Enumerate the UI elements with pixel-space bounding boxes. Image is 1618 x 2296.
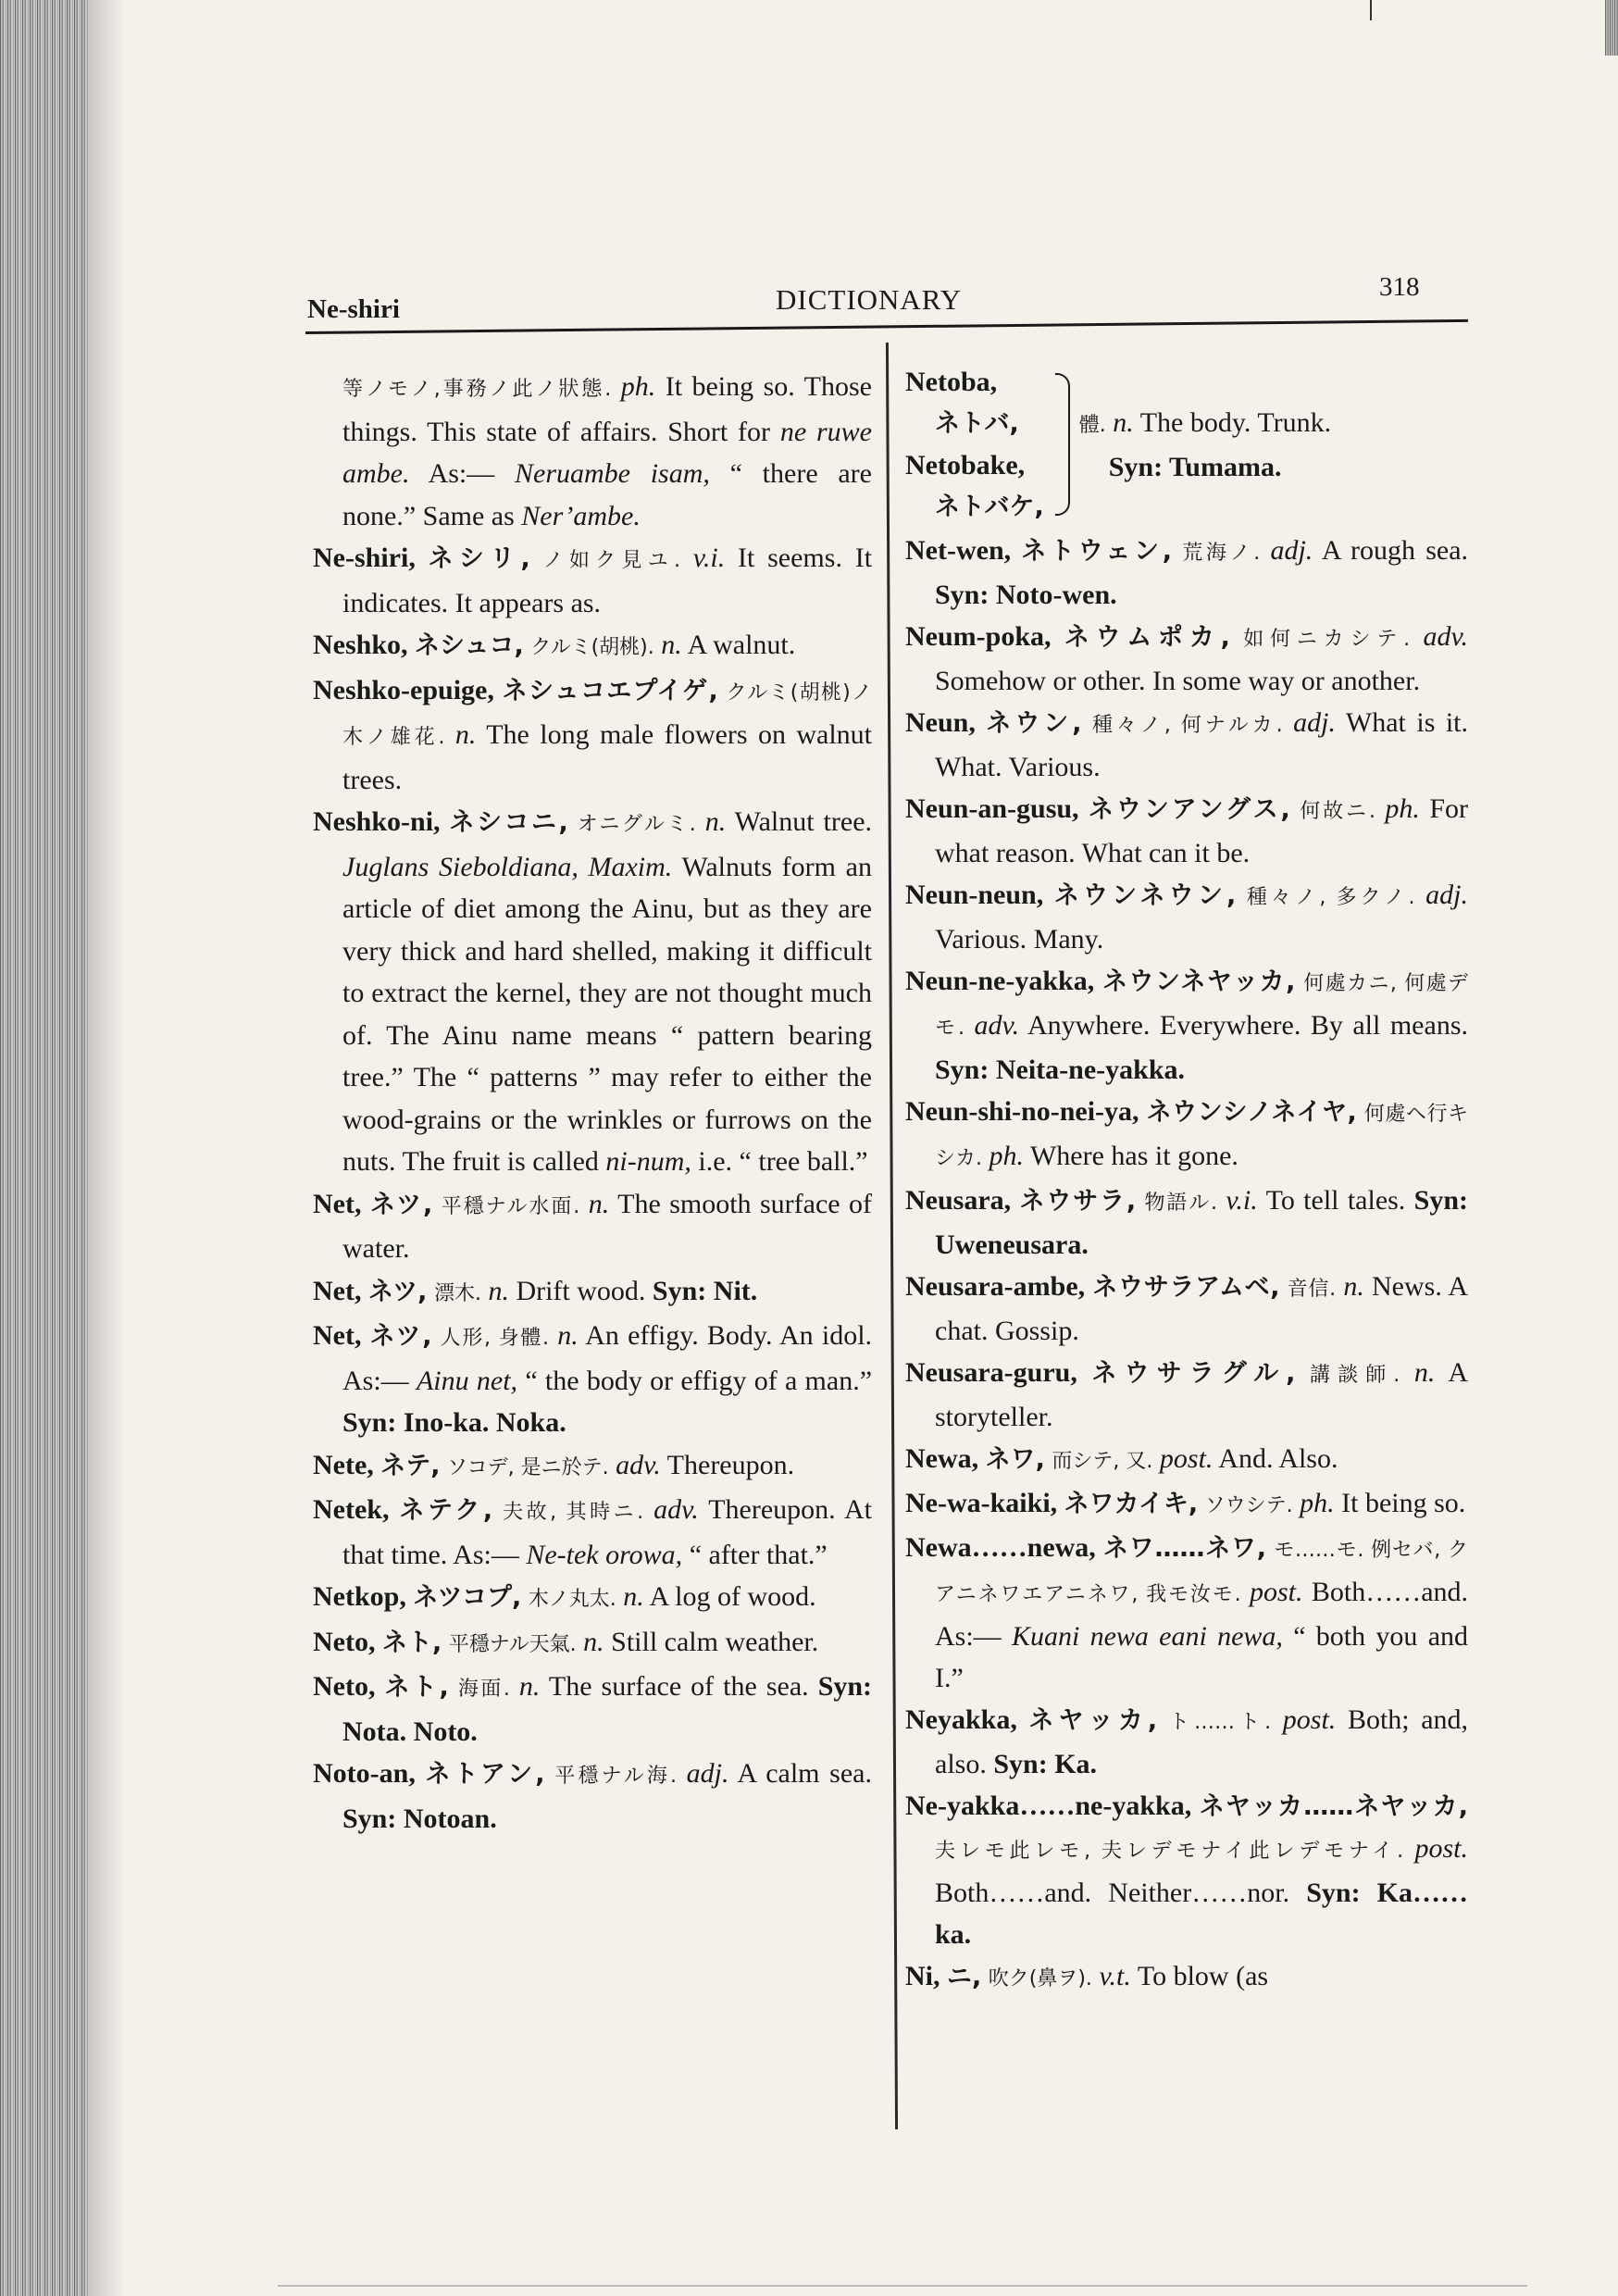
definition: Both……and. As:— bbox=[935, 1577, 1469, 1652]
scan-bottom-edge bbox=[278, 2285, 1527, 2287]
headword-kana: ネツ, bbox=[369, 1322, 432, 1351]
definition: A storyteller. bbox=[935, 1357, 1468, 1432]
kanji-gloss: 種々ノ, 多クノ. bbox=[1246, 886, 1415, 909]
headword: Newa……newa, bbox=[905, 1532, 1096, 1563]
headword: Net, bbox=[313, 1275, 362, 1306]
definition: Both……and. Neither……nor. bbox=[935, 1878, 1290, 1908]
headword-kana: ネウン, bbox=[986, 709, 1082, 738]
example: ne ruwe ambe. bbox=[342, 416, 872, 489]
headword-kana: ネシコニ, bbox=[449, 808, 568, 837]
headword-kana: ネトウェン, bbox=[1021, 537, 1172, 566]
example: Neruambe isam, bbox=[515, 458, 710, 489]
bracket-headwords bbox=[905, 361, 1044, 528]
dictionary-entry bbox=[905, 1438, 1468, 1482]
kanji-gloss: 何處カニ, 何處デモ. bbox=[935, 972, 1469, 1040]
dictionary-entry bbox=[313, 669, 872, 802]
definition: i.e. “ tree ball.” bbox=[698, 1146, 868, 1177]
book-binding-edge bbox=[0, 0, 88, 2296]
headword-kana: ネト, bbox=[381, 1628, 442, 1657]
synonym: Syn: Noto-wen. bbox=[935, 580, 1117, 610]
kanji-gloss: 夫故, 其時ニ. bbox=[503, 1501, 644, 1524]
definition: It seems. It indicates. It appears as. bbox=[342, 543, 873, 618]
dictionary-entry bbox=[313, 1444, 872, 1490]
headword-kana: ネトバ, bbox=[935, 409, 1019, 438]
definition: Both; and, also. bbox=[935, 1704, 1469, 1779]
dictionary-entry bbox=[313, 1753, 872, 1840]
definition: A log of wood. bbox=[649, 1581, 816, 1612]
dictionary-entry bbox=[905, 1179, 1468, 1266]
definition: A walnut. bbox=[687, 630, 796, 660]
synonym: Syn: Nit. bbox=[652, 1275, 758, 1306]
definition: “ there are none.” Same as bbox=[342, 458, 872, 531]
kanji-gloss: 如何ニカシテ. bbox=[1243, 628, 1411, 651]
part-of-speech: n. bbox=[704, 806, 727, 837]
definition: Various. Many. bbox=[935, 924, 1104, 955]
definition: The smooth surface of water. bbox=[342, 1188, 873, 1264]
synonym: Syn: Notoan. bbox=[342, 1803, 497, 1834]
headword-kana: ネウンネヤッカ, bbox=[1102, 967, 1296, 996]
part-of-speech: adj. bbox=[1425, 880, 1469, 910]
entry-continuation bbox=[313, 366, 872, 537]
definition: Drift wood. bbox=[516, 1275, 646, 1306]
headword: Ne-shiri, bbox=[313, 543, 416, 573]
definition: The body. Trunk. bbox=[1139, 406, 1332, 438]
kanji-gloss: 音信. bbox=[1287, 1278, 1337, 1301]
part-of-speech: ph. bbox=[989, 1141, 1024, 1171]
definition: “ both you and I.” bbox=[935, 1621, 1469, 1693]
headword: Netkop, bbox=[313, 1581, 406, 1612]
example: Ainu net, bbox=[416, 1365, 518, 1396]
headword: Neshko-epuige, bbox=[313, 674, 494, 705]
kanji-gloss: 平穩ナル水面. bbox=[441, 1194, 580, 1218]
dictionary-entry bbox=[905, 788, 1468, 874]
dictionary-entry bbox=[905, 1266, 1468, 1352]
kanji-gloss: 何故ニ. bbox=[1300, 800, 1375, 823]
headword-kana: ネシュコエプイゲ, bbox=[502, 676, 718, 705]
headword: Neum-poka, bbox=[905, 621, 1052, 652]
example: Kuani newa eani newa, bbox=[1011, 1621, 1283, 1652]
headword-kana: ネウサラアムベ, bbox=[1092, 1273, 1280, 1302]
headword: Neun-neun, bbox=[905, 880, 1044, 910]
part-of-speech: adj. bbox=[1270, 535, 1313, 566]
part-of-speech: adv. bbox=[1423, 621, 1469, 652]
part-of-speech: n. bbox=[518, 1671, 541, 1702]
synonym: Syn: Neita-ne-yakka. bbox=[935, 1054, 1186, 1085]
example: Juglans Sieboldiana, Maxim. bbox=[342, 851, 673, 882]
brace-mark bbox=[1055, 373, 1070, 516]
kanji-gloss: 而シテ, 又. bbox=[1052, 1450, 1153, 1473]
headword: Neusara-ambe, bbox=[905, 1271, 1086, 1302]
kanji-gloss: 木ノ丸太. bbox=[528, 1588, 616, 1611]
dictionary-entry bbox=[313, 1621, 872, 1666]
kanji-gloss: オニグルミ. bbox=[577, 813, 696, 836]
headword: Netoba, bbox=[905, 367, 998, 397]
headword: Ne-wa-kaiki, bbox=[905, 1488, 1058, 1518]
definition: News. A chat. Gossip. bbox=[935, 1271, 1469, 1346]
headword-kana: ネウンシノネイヤ, bbox=[1146, 1098, 1357, 1127]
headword: Newa, bbox=[905, 1443, 979, 1474]
headword-kana: ネテク, bbox=[399, 1496, 493, 1525]
headword: Neto, bbox=[313, 1671, 376, 1702]
dictionary-entry bbox=[905, 1482, 1468, 1527]
dictionary-entry bbox=[905, 1352, 1468, 1438]
headword-kana: ネウサラグル, bbox=[1091, 1359, 1296, 1388]
part-of-speech: ph. bbox=[620, 371, 656, 402]
dictionary-entry bbox=[313, 1270, 872, 1316]
dictionary-entry bbox=[905, 960, 1468, 1091]
synonym: Syn: Tumama. bbox=[1108, 451, 1282, 482]
headword-kana: ネヤッカ……ネヤッカ, bbox=[1199, 1792, 1468, 1821]
headword: Net, bbox=[313, 1320, 362, 1351]
part-of-speech: n. bbox=[454, 719, 477, 750]
headword: Netek, bbox=[313, 1494, 390, 1525]
dictionary-entry bbox=[905, 1527, 1468, 1699]
kanji-gloss: ト……ト. bbox=[1168, 1711, 1272, 1734]
kanji-gloss: 物語ル. bbox=[1144, 1192, 1217, 1215]
kanji-gloss: 種々ノ, 何ナルカ. bbox=[1092, 714, 1283, 737]
headword: Net-wen, bbox=[905, 535, 1012, 566]
part-of-speech: n. bbox=[1113, 406, 1134, 438]
part-of-speech: n. bbox=[557, 1320, 579, 1351]
headword: Nete, bbox=[313, 1449, 374, 1480]
headword: Noto-an, bbox=[313, 1758, 416, 1789]
headword: Neshko-ni, bbox=[313, 806, 441, 837]
definition: And. Also. bbox=[1218, 1443, 1338, 1474]
dictionary-entry bbox=[313, 537, 872, 624]
headword-kana: ネツ, bbox=[367, 1277, 428, 1306]
kanji-gloss: 體. bbox=[1078, 413, 1106, 437]
example: Ne-tek orowa, bbox=[526, 1539, 683, 1570]
kanji-gloss: 夫レモ此レモ, 夫レデモナイ此レデモナイ. bbox=[935, 1840, 1404, 1863]
running-head-left: Ne-shiri bbox=[307, 294, 400, 324]
headword-kana: ネワ, bbox=[985, 1445, 1045, 1474]
part-of-speech: n. bbox=[1343, 1271, 1364, 1302]
left-column bbox=[313, 366, 872, 1840]
definition: For what reason. What can it be. bbox=[935, 793, 1469, 868]
headword-kana: ネシュコ, bbox=[415, 631, 524, 660]
kanji-gloss: 海面. bbox=[457, 1678, 510, 1701]
headword-kana: ネトバケ, bbox=[935, 493, 1044, 521]
part-of-speech: v.i. bbox=[1226, 1185, 1258, 1216]
definition: Thereupon. At that time. As:— bbox=[342, 1494, 873, 1570]
definition: Where has it gone. bbox=[1029, 1141, 1238, 1171]
definition: Walnut tree. bbox=[734, 806, 873, 837]
part-of-speech: n. bbox=[488, 1275, 509, 1306]
definition: It being so. Those things. This state of affairs. Short for bbox=[342, 371, 872, 447]
synonym: Syn: Ka……ka. bbox=[935, 1878, 1469, 1950]
part-of-speech: n. bbox=[583, 1626, 604, 1657]
definition: A rough sea. bbox=[1321, 535, 1469, 566]
headword: Netobake, bbox=[905, 450, 1026, 480]
part-of-speech: ph. bbox=[1385, 793, 1420, 824]
kanji-gloss: 吹ク(鼻ヲ). bbox=[988, 1967, 1092, 1990]
dictionary-entry bbox=[905, 702, 1468, 788]
part-of-speech: adv. bbox=[974, 1010, 1020, 1041]
kanji-gloss: ソコデ, 是ニ於テ. bbox=[447, 1455, 609, 1479]
kanji-gloss: ノ如ク見ユ. bbox=[542, 549, 680, 572]
definition: To blow (as bbox=[1137, 1961, 1269, 1991]
scan-edge-mark bbox=[1605, 0, 1618, 56]
synonym: Syn: Ka. bbox=[993, 1749, 1098, 1779]
dictionary-entry bbox=[905, 1091, 1468, 1179]
definition: Thereupon. bbox=[666, 1449, 795, 1480]
kanji-gloss: モ……モ. 例セバ, クアニネワエアニネワ, 我モ汝モ. bbox=[935, 1539, 1468, 1606]
dictionary-entry bbox=[905, 1699, 1468, 1785]
part-of-speech: n. bbox=[1413, 1357, 1436, 1388]
part-of-speech: post. bbox=[1159, 1443, 1214, 1474]
headword: Neun-an-gusu, bbox=[905, 793, 1079, 824]
headword-kana: ネツコプ, bbox=[413, 1583, 522, 1612]
bracket-definition bbox=[1079, 402, 1331, 488]
headword-kana: ネウサラ, bbox=[1019, 1187, 1137, 1216]
dictionary-entry bbox=[313, 1489, 872, 1576]
headword-kana: ネトアン, bbox=[425, 1760, 545, 1789]
column-divider bbox=[886, 343, 898, 2129]
definition: Anywhere. Everywhere. By all means. bbox=[1027, 1010, 1468, 1041]
definition: An effigy. Body. An idol. As:— bbox=[342, 1320, 873, 1396]
dictionary-entry bbox=[905, 1955, 1468, 2000]
kanji-gloss: 人形, 身體. bbox=[440, 1327, 550, 1350]
definition: “ the body or effigy of a man.” bbox=[525, 1365, 873, 1396]
definition: A calm sea. bbox=[737, 1758, 872, 1789]
headword: Neun-shi-no-nei-ya, bbox=[905, 1096, 1139, 1127]
part-of-speech: adj. bbox=[1293, 707, 1336, 738]
definition: Walnuts form an article of diet among the Ainu, but as they are very thick and hard shelled, making it difficult to extract the kernel, they are not thought much of. The Ainu name means “ pattern bearing tree.” The “ patterns ” may refer to either the wood-grains or the wrinkles or furrows on the nuts. The fruit is called bbox=[342, 851, 872, 1177]
part-of-speech: adv. bbox=[653, 1494, 699, 1525]
dictionary-entry bbox=[905, 530, 1468, 616]
kanji-gloss: ソウシテ. bbox=[1204, 1494, 1293, 1517]
scan-tick-mark bbox=[1370, 0, 1372, 20]
headword: Ne-yakka……ne-yakka, bbox=[905, 1791, 1192, 1821]
part-of-speech: ph. bbox=[1300, 1488, 1335, 1518]
synonym: Syn: Uweneusara. bbox=[935, 1185, 1469, 1260]
definition: Somehow or other. In some way or another. bbox=[935, 666, 1421, 696]
kanji-gloss: クルミ(胡桃)ノ木ノ雄花. bbox=[342, 680, 873, 749]
running-head-title: DICTIONARY bbox=[776, 283, 963, 316]
headword: Net, bbox=[313, 1188, 362, 1219]
bracket-entry-netoba bbox=[905, 361, 1468, 528]
kanji-gloss: 平穩ナル海. bbox=[554, 1765, 677, 1788]
part-of-speech: n. bbox=[661, 630, 682, 660]
headword-kana: ネツ, bbox=[369, 1190, 433, 1219]
definition: “ after that.” bbox=[689, 1539, 828, 1570]
headword-kana: ネト, bbox=[384, 1673, 449, 1702]
kanji-gloss: 平穩ナル天氣. bbox=[448, 1632, 577, 1656]
part-of-speech: post. bbox=[1414, 1833, 1468, 1864]
headword: Neun-ne-yakka, bbox=[905, 966, 1095, 996]
example: ni-num, bbox=[605, 1146, 691, 1177]
kanji-gloss: クルミ(胡桃). bbox=[530, 636, 654, 659]
binding-shadow bbox=[88, 0, 125, 2296]
part-of-speech: adj. bbox=[686, 1758, 729, 1789]
example: Ner’ambe. bbox=[521, 500, 641, 531]
synonym: Syn: Nota. Noto. bbox=[342, 1671, 873, 1747]
synonym: Syn: Ino-ka. Noka. bbox=[342, 1407, 566, 1438]
dictionary-entry bbox=[313, 624, 872, 669]
part-of-speech: v.t. bbox=[1099, 1961, 1131, 1991]
dictionary-entry bbox=[313, 801, 872, 1183]
headword: Neun, bbox=[905, 707, 976, 738]
kanji-gloss: 荒海ノ. bbox=[1182, 542, 1261, 565]
headword-kana: ネシリ, bbox=[428, 544, 530, 573]
dictionary-entry bbox=[313, 1183, 872, 1270]
headword-kana: ネヤッカ, bbox=[1028, 1706, 1158, 1735]
headword-kana: ネワカイキ, bbox=[1064, 1490, 1199, 1518]
headword: Neshko, bbox=[313, 630, 408, 660]
definition: As:— bbox=[428, 458, 495, 489]
part-of-speech: n. bbox=[623, 1581, 644, 1612]
headword: Neyakka, bbox=[905, 1704, 1017, 1735]
part-of-speech: post. bbox=[1249, 1577, 1303, 1607]
part-of-speech: post. bbox=[1282, 1704, 1337, 1735]
page-number: 318 bbox=[1379, 272, 1420, 302]
definition: To tell tales. bbox=[1265, 1185, 1406, 1216]
dictionary-entry bbox=[905, 1785, 1468, 1955]
headword: Ni, bbox=[905, 1961, 940, 1991]
definition: The surface of the sea. bbox=[548, 1671, 809, 1702]
dictionary-entry bbox=[313, 1315, 872, 1444]
part-of-speech: n. bbox=[588, 1188, 610, 1219]
dictionary-entry bbox=[313, 1576, 872, 1621]
kanji-gloss: 何處ヘ行キシカ. bbox=[935, 1103, 1468, 1170]
headword-kana: ネウンネウン, bbox=[1053, 881, 1237, 910]
kanji-gloss: 漂木. bbox=[433, 1281, 481, 1305]
kanji-gloss: 講談師. bbox=[1310, 1364, 1400, 1387]
dictionary-entry bbox=[905, 616, 1468, 702]
headword-kana: ニ, bbox=[947, 1963, 982, 1991]
definition: Still calm weather. bbox=[611, 1626, 819, 1657]
headword-kana: ネウンアングス, bbox=[1088, 795, 1290, 824]
definition: What is it. What. Various. bbox=[935, 707, 1469, 782]
headword-kana: ネワ……ネワ, bbox=[1103, 1534, 1266, 1563]
dictionary-entry bbox=[905, 874, 1468, 960]
kanji-gloss: 等ノモノ,事務ノ此ノ狀態. bbox=[342, 378, 612, 401]
definition: It being so. bbox=[1341, 1488, 1466, 1518]
part-of-speech: v.i. bbox=[692, 543, 726, 573]
headword: Neusara-guru, bbox=[905, 1357, 1077, 1388]
headword: Neto, bbox=[313, 1626, 376, 1657]
header-rule bbox=[305, 319, 1468, 334]
right-column bbox=[905, 361, 1468, 2000]
part-of-speech: adv. bbox=[616, 1449, 661, 1480]
headword-kana: ネウムポカ, bbox=[1064, 623, 1230, 652]
definition: The long male flowers on walnut trees. bbox=[342, 719, 872, 795]
headword: Neusara, bbox=[905, 1185, 1012, 1216]
headword-kana: ネテ, bbox=[380, 1451, 441, 1480]
dictionary-entry bbox=[313, 1666, 872, 1753]
